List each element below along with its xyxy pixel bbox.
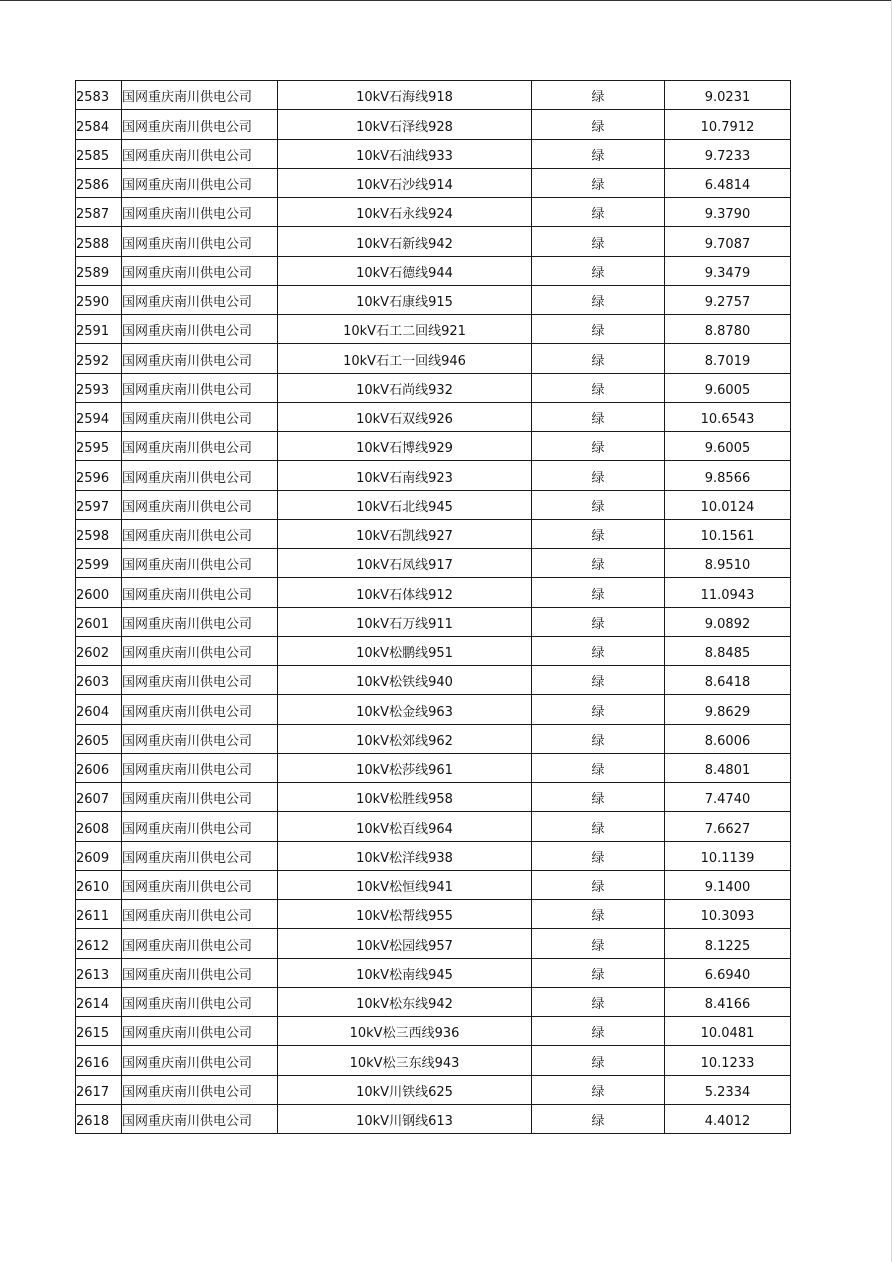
row-number-cell: 2591 bbox=[76, 315, 122, 344]
table-row bbox=[76, 373, 791, 402]
value-cell: 9.2757 bbox=[665, 285, 791, 314]
company-cell: 国网重庆南川供电公司 bbox=[122, 812, 278, 841]
row-number-cell: 2611 bbox=[76, 900, 122, 929]
row-number-cell: 2615 bbox=[76, 1017, 122, 1046]
value-cell: 9.7233 bbox=[665, 139, 791, 168]
value-cell: 9.3790 bbox=[665, 198, 791, 227]
value-cell: 10.1139 bbox=[665, 841, 791, 870]
table-row bbox=[76, 695, 791, 724]
company-cell: 国网重庆南川供电公司 bbox=[122, 841, 278, 870]
line-name-cell: 10kV松莎线961 bbox=[278, 753, 532, 782]
table-row bbox=[76, 402, 791, 431]
line-name-cell: 10kV石凤线917 bbox=[278, 549, 532, 578]
line-name-cell: 10kV松百线964 bbox=[278, 812, 532, 841]
table-row bbox=[76, 636, 791, 665]
row-number-cell: 2606 bbox=[76, 753, 122, 782]
table-row bbox=[76, 724, 791, 753]
row-number-cell: 2594 bbox=[76, 402, 122, 431]
table-row bbox=[76, 432, 791, 461]
color-grade-cell: 绿 bbox=[532, 1075, 665, 1104]
color-grade-cell: 绿 bbox=[532, 519, 665, 548]
line-name-cell: 10kV石南线923 bbox=[278, 461, 532, 490]
company-cell: 国网重庆南川供电公司 bbox=[122, 461, 278, 490]
value-cell: 7.6627 bbox=[665, 812, 791, 841]
value-cell: 10.6543 bbox=[665, 402, 791, 431]
line-name-cell: 10kV松南线945 bbox=[278, 958, 532, 987]
table-row bbox=[76, 929, 791, 958]
table-row bbox=[76, 812, 791, 841]
table-row bbox=[76, 549, 791, 578]
company-cell: 国网重庆南川供电公司 bbox=[122, 168, 278, 197]
value-cell: 8.4166 bbox=[665, 987, 791, 1016]
table-row bbox=[76, 461, 791, 490]
value-cell: 10.0481 bbox=[665, 1017, 791, 1046]
line-name-cell: 10kV石工一回线946 bbox=[278, 344, 532, 373]
color-grade-cell: 绿 bbox=[532, 1017, 665, 1046]
value-cell: 10.3093 bbox=[665, 900, 791, 929]
company-cell: 国网重庆南川供电公司 bbox=[122, 636, 278, 665]
line-name-cell: 10kV松胜线958 bbox=[278, 783, 532, 812]
row-number-cell: 2584 bbox=[76, 110, 122, 139]
color-grade-cell: 绿 bbox=[532, 81, 665, 110]
table-body bbox=[76, 81, 791, 1134]
line-name-cell: 10kV石万线911 bbox=[278, 607, 532, 636]
color-grade-cell: 绿 bbox=[532, 285, 665, 314]
color-grade-cell: 绿 bbox=[532, 753, 665, 782]
line-name-cell: 10kV石尚线932 bbox=[278, 373, 532, 402]
color-grade-cell: 绿 bbox=[532, 549, 665, 578]
row-number-cell: 2588 bbox=[76, 227, 122, 256]
table-row bbox=[76, 987, 791, 1016]
line-name-cell: 10kV石新线942 bbox=[278, 227, 532, 256]
value-cell: 10.0124 bbox=[665, 490, 791, 519]
row-number-cell: 2596 bbox=[76, 461, 122, 490]
table-row bbox=[76, 578, 791, 607]
value-cell: 8.9510 bbox=[665, 549, 791, 578]
company-cell: 国网重庆南川供电公司 bbox=[122, 578, 278, 607]
row-number-cell: 2608 bbox=[76, 812, 122, 841]
row-number-cell: 2604 bbox=[76, 695, 122, 724]
company-cell: 国网重庆南川供电公司 bbox=[122, 315, 278, 344]
data-table bbox=[75, 80, 791, 1134]
line-name-cell: 10kV松恒线941 bbox=[278, 870, 532, 899]
line-name-cell: 10kV石体线912 bbox=[278, 578, 532, 607]
row-number-cell: 2616 bbox=[76, 1046, 122, 1075]
company-cell: 国网重庆南川供电公司 bbox=[122, 402, 278, 431]
value-cell: 10.1233 bbox=[665, 1046, 791, 1075]
line-name-cell: 10kV松三西线936 bbox=[278, 1017, 532, 1046]
table-row bbox=[76, 841, 791, 870]
company-cell: 国网重庆南川供电公司 bbox=[122, 666, 278, 695]
value-cell: 9.6005 bbox=[665, 373, 791, 402]
row-number-cell: 2593 bbox=[76, 373, 122, 402]
color-grade-cell: 绿 bbox=[532, 841, 665, 870]
company-cell: 国网重庆南川供电公司 bbox=[122, 490, 278, 519]
color-grade-cell: 绿 bbox=[532, 490, 665, 519]
row-number-cell: 2595 bbox=[76, 432, 122, 461]
row-number-cell: 2587 bbox=[76, 198, 122, 227]
table-row bbox=[76, 285, 791, 314]
value-cell: 8.8780 bbox=[665, 315, 791, 344]
table-row bbox=[76, 490, 791, 519]
line-name-cell: 10kV石沙线914 bbox=[278, 168, 532, 197]
row-number-cell: 2607 bbox=[76, 783, 122, 812]
company-cell: 国网重庆南川供电公司 bbox=[122, 1017, 278, 1046]
value-cell: 9.7087 bbox=[665, 227, 791, 256]
row-number-cell: 2600 bbox=[76, 578, 122, 607]
color-grade-cell: 绿 bbox=[532, 724, 665, 753]
table-row bbox=[76, 81, 791, 110]
company-cell: 国网重庆南川供电公司 bbox=[122, 958, 278, 987]
company-cell: 国网重庆南川供电公司 bbox=[122, 929, 278, 958]
value-cell: 7.4740 bbox=[665, 783, 791, 812]
color-grade-cell: 绿 bbox=[532, 578, 665, 607]
line-name-cell: 10kV松洋线938 bbox=[278, 841, 532, 870]
company-cell: 国网重庆南川供电公司 bbox=[122, 607, 278, 636]
row-number-cell: 2612 bbox=[76, 929, 122, 958]
table-row bbox=[76, 110, 791, 139]
color-grade-cell: 绿 bbox=[532, 1104, 665, 1133]
color-grade-cell: 绿 bbox=[532, 198, 665, 227]
line-name-cell: 10kV石康线915 bbox=[278, 285, 532, 314]
company-cell: 国网重庆南川供电公司 bbox=[122, 519, 278, 548]
line-name-cell: 10kV松东线942 bbox=[278, 987, 532, 1016]
value-cell: 4.4012 bbox=[665, 1104, 791, 1133]
table-row bbox=[76, 198, 791, 227]
table-row bbox=[76, 227, 791, 256]
table-row bbox=[76, 607, 791, 636]
color-grade-cell: 绿 bbox=[532, 315, 665, 344]
company-cell: 国网重庆南川供电公司 bbox=[122, 198, 278, 227]
row-number-cell: 2614 bbox=[76, 987, 122, 1016]
color-grade-cell: 绿 bbox=[532, 695, 665, 724]
color-grade-cell: 绿 bbox=[532, 168, 665, 197]
row-number-cell: 2590 bbox=[76, 285, 122, 314]
color-grade-cell: 绿 bbox=[532, 256, 665, 285]
row-number-cell: 2601 bbox=[76, 607, 122, 636]
line-name-cell: 10kV石海线918 bbox=[278, 81, 532, 110]
company-cell: 国网重庆南川供电公司 bbox=[122, 344, 278, 373]
row-number-cell: 2618 bbox=[76, 1104, 122, 1133]
value-cell: 9.8566 bbox=[665, 461, 791, 490]
company-cell: 国网重庆南川供电公司 bbox=[122, 285, 278, 314]
company-cell: 国网重庆南川供电公司 bbox=[122, 724, 278, 753]
table-row bbox=[76, 519, 791, 548]
value-cell: 8.6006 bbox=[665, 724, 791, 753]
value-cell: 9.0231 bbox=[665, 81, 791, 110]
color-grade-cell: 绿 bbox=[532, 373, 665, 402]
company-cell: 国网重庆南川供电公司 bbox=[122, 1046, 278, 1075]
row-number-cell: 2597 bbox=[76, 490, 122, 519]
company-cell: 国网重庆南川供电公司 bbox=[122, 695, 278, 724]
row-number-cell: 2603 bbox=[76, 666, 122, 695]
row-number-cell: 2592 bbox=[76, 344, 122, 373]
row-number-cell: 2598 bbox=[76, 519, 122, 548]
color-grade-cell: 绿 bbox=[532, 666, 665, 695]
value-cell: 8.1225 bbox=[665, 929, 791, 958]
company-cell: 国网重庆南川供电公司 bbox=[122, 110, 278, 139]
table-row bbox=[76, 315, 791, 344]
line-name-cell: 10kV石工二回线921 bbox=[278, 315, 532, 344]
color-grade-cell: 绿 bbox=[532, 402, 665, 431]
company-cell: 国网重庆南川供电公司 bbox=[122, 549, 278, 578]
color-grade-cell: 绿 bbox=[532, 987, 665, 1016]
company-cell: 国网重庆南川供电公司 bbox=[122, 373, 278, 402]
row-number-cell: 2586 bbox=[76, 168, 122, 197]
color-grade-cell: 绿 bbox=[532, 958, 665, 987]
value-cell: 9.0892 bbox=[665, 607, 791, 636]
row-number-cell: 2617 bbox=[76, 1075, 122, 1104]
table-row bbox=[76, 256, 791, 285]
value-cell: 10.7912 bbox=[665, 110, 791, 139]
color-grade-cell: 绿 bbox=[532, 900, 665, 929]
table-row bbox=[76, 666, 791, 695]
value-cell: 9.6005 bbox=[665, 432, 791, 461]
color-grade-cell: 绿 bbox=[532, 783, 665, 812]
color-grade-cell: 绿 bbox=[532, 812, 665, 841]
table-row bbox=[76, 783, 791, 812]
line-name-cell: 10kV松鹏线951 bbox=[278, 636, 532, 665]
line-name-cell: 10kV川铁线625 bbox=[278, 1075, 532, 1104]
row-number-cell: 2583 bbox=[76, 81, 122, 110]
company-cell: 国网重庆南川供电公司 bbox=[122, 783, 278, 812]
value-cell: 9.3479 bbox=[665, 256, 791, 285]
table-row bbox=[76, 900, 791, 929]
value-cell: 6.4814 bbox=[665, 168, 791, 197]
table-row bbox=[76, 1046, 791, 1075]
page-top-rule bbox=[0, 0, 892, 1]
table-row bbox=[76, 168, 791, 197]
color-grade-cell: 绿 bbox=[532, 344, 665, 373]
color-grade-cell: 绿 bbox=[532, 929, 665, 958]
color-grade-cell: 绿 bbox=[532, 636, 665, 665]
value-cell: 8.8485 bbox=[665, 636, 791, 665]
table-row bbox=[76, 1017, 791, 1046]
line-name-cell: 10kV石北线945 bbox=[278, 490, 532, 519]
color-grade-cell: 绿 bbox=[532, 139, 665, 168]
company-cell: 国网重庆南川供电公司 bbox=[122, 870, 278, 899]
value-cell: 9.8629 bbox=[665, 695, 791, 724]
line-name-cell: 10kV石永线924 bbox=[278, 198, 532, 227]
line-name-cell: 10kV石德线944 bbox=[278, 256, 532, 285]
company-cell: 国网重庆南川供电公司 bbox=[122, 1104, 278, 1133]
table-row bbox=[76, 870, 791, 899]
color-grade-cell: 绿 bbox=[532, 432, 665, 461]
row-number-cell: 2609 bbox=[76, 841, 122, 870]
color-grade-cell: 绿 bbox=[532, 1046, 665, 1075]
row-number-cell: 2599 bbox=[76, 549, 122, 578]
value-cell: 9.1400 bbox=[665, 870, 791, 899]
row-number-cell: 2602 bbox=[76, 636, 122, 665]
row-number-cell: 2610 bbox=[76, 870, 122, 899]
table-row bbox=[76, 753, 791, 782]
company-cell: 国网重庆南川供电公司 bbox=[122, 432, 278, 461]
value-cell: 6.6940 bbox=[665, 958, 791, 987]
row-number-cell: 2585 bbox=[76, 139, 122, 168]
color-grade-cell: 绿 bbox=[532, 110, 665, 139]
company-cell: 国网重庆南川供电公司 bbox=[122, 753, 278, 782]
value-cell: 11.0943 bbox=[665, 578, 791, 607]
line-name-cell: 10kV松三东线943 bbox=[278, 1046, 532, 1075]
company-cell: 国网重庆南川供电公司 bbox=[122, 227, 278, 256]
value-cell: 5.2334 bbox=[665, 1075, 791, 1104]
line-name-cell: 10kV松帮线955 bbox=[278, 900, 532, 929]
line-name-cell: 10kV川钢线613 bbox=[278, 1104, 532, 1133]
company-cell: 国网重庆南川供电公司 bbox=[122, 139, 278, 168]
row-number-cell: 2613 bbox=[76, 958, 122, 987]
line-name-cell: 10kV石博线929 bbox=[278, 432, 532, 461]
row-number-cell: 2589 bbox=[76, 256, 122, 285]
line-name-cell: 10kV石泽线928 bbox=[278, 110, 532, 139]
line-name-cell: 10kV松郊线962 bbox=[278, 724, 532, 753]
line-name-cell: 10kV松铁线940 bbox=[278, 666, 532, 695]
company-cell: 国网重庆南川供电公司 bbox=[122, 900, 278, 929]
table-row bbox=[76, 139, 791, 168]
value-cell: 10.1561 bbox=[665, 519, 791, 548]
company-cell: 国网重庆南川供电公司 bbox=[122, 81, 278, 110]
company-cell: 国网重庆南川供电公司 bbox=[122, 987, 278, 1016]
company-cell: 国网重庆南川供电公司 bbox=[122, 256, 278, 285]
line-name-cell: 10kV石油线933 bbox=[278, 139, 532, 168]
row-number-cell: 2605 bbox=[76, 724, 122, 753]
line-name-cell: 10kV松金线963 bbox=[278, 695, 532, 724]
line-name-cell: 10kV石凯线927 bbox=[278, 519, 532, 548]
color-grade-cell: 绿 bbox=[532, 461, 665, 490]
color-grade-cell: 绿 bbox=[532, 870, 665, 899]
color-grade-cell: 绿 bbox=[532, 227, 665, 256]
color-grade-cell: 绿 bbox=[532, 607, 665, 636]
line-name-cell: 10kV松园线957 bbox=[278, 929, 532, 958]
line-name-cell: 10kV石双线926 bbox=[278, 402, 532, 431]
value-cell: 8.4801 bbox=[665, 753, 791, 782]
company-cell: 国网重庆南川供电公司 bbox=[122, 1075, 278, 1104]
table-row bbox=[76, 344, 791, 373]
table-row bbox=[76, 958, 791, 987]
table-row bbox=[76, 1104, 791, 1133]
table-row bbox=[76, 1075, 791, 1104]
value-cell: 8.7019 bbox=[665, 344, 791, 373]
value-cell: 8.6418 bbox=[665, 666, 791, 695]
